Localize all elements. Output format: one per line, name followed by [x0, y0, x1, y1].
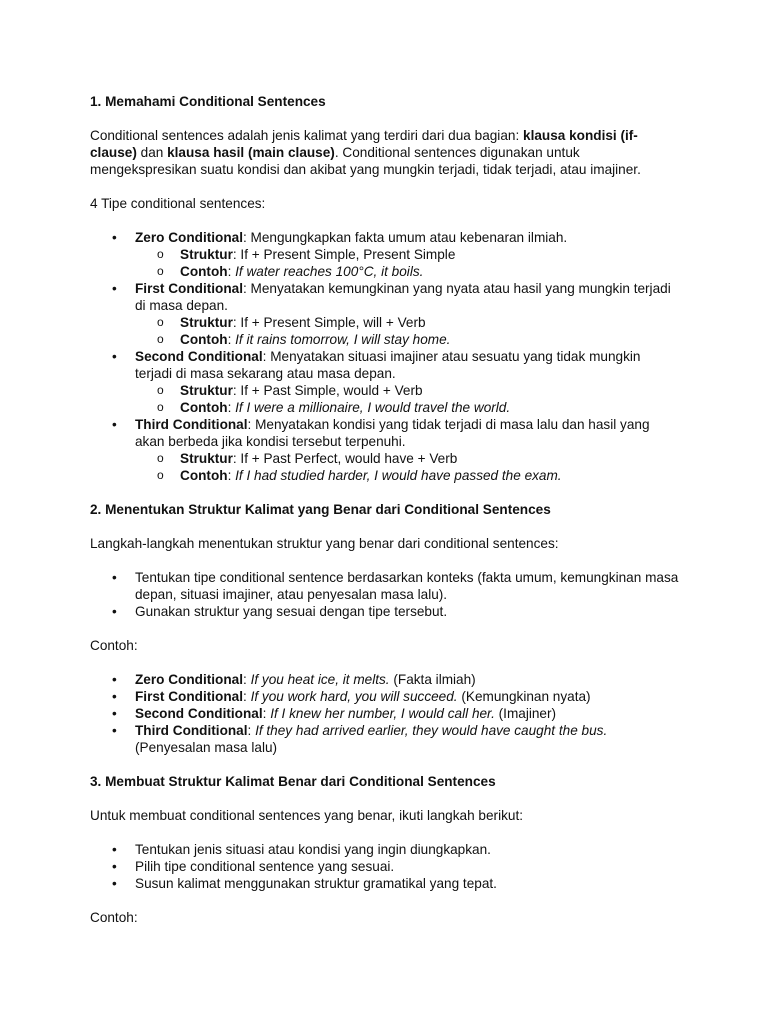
- sub-item-contoh: [135, 331, 680, 348]
- type-description: : Menyatakan situasi imajiner atau sesuatu yang tidak mungkin terjadi di masa sekarang atau masa depan.: [135, 349, 641, 381]
- text-run: . Conditional sentences digunakan untuk mengekspresikan suatu kondisi dan akibat yang mungkin terjadi, tidak terjadi, atau imajiner.: [90, 145, 641, 177]
- sub-list: [135, 450, 680, 484]
- steps-list: [90, 841, 680, 892]
- sub-item-struktur: [135, 382, 680, 399]
- type-name: Zero Conditional: [135, 672, 243, 687]
- section-3-title: 3. Membuat Struktur Kalimat Benar dari Conditional Sentences: [90, 774, 496, 789]
- struktur-value: : If + Present Simple, will + Verb: [232, 315, 426, 330]
- list-item-example: [90, 705, 680, 722]
- document-body: [90, 93, 680, 926]
- sub-list: [135, 246, 680, 280]
- examples-list: [90, 671, 680, 756]
- contoh-label: Contoh: [180, 468, 228, 483]
- list-item: • Susun kalimat menggunakan struktur gramatikal yang tepat.: [90, 875, 680, 892]
- separator: :: [227, 332, 236, 347]
- example-note: (Imajiner): [494, 706, 557, 721]
- type-name: Third Conditional: [135, 417, 248, 432]
- list-item: • Tentukan jenis situasi atau kondisi yang ingin diungkapkan.: [90, 841, 680, 858]
- list-item-second-conditional: [90, 348, 680, 416]
- example-sentence: If you work hard, you will succeed.: [250, 689, 458, 704]
- sub-list: [135, 382, 680, 416]
- bold-term-if-clause: klausa kondisi (if-clause): [90, 128, 638, 160]
- type-name: Zero Conditional: [135, 230, 243, 245]
- struktur-value: : If + Present Simple, Present Simple: [232, 247, 456, 262]
- contoh-value: If water reaches 100°C, it boils.: [235, 264, 424, 279]
- sub-item-struktur: [135, 314, 680, 331]
- types-list: [90, 229, 680, 484]
- example-note: (Penyesalan masa lalu): [135, 740, 278, 755]
- steps-list: [90, 569, 680, 620]
- separator: :: [243, 689, 251, 704]
- section-2-intro: Langkah-langkah menentukan struktur yang benar dari conditional sentences:: [90, 536, 559, 551]
- list-item-example: [90, 688, 680, 705]
- separator: :: [247, 723, 256, 738]
- separator: :: [262, 706, 271, 721]
- separator: :: [227, 264, 236, 279]
- struktur-label: Struktur: [180, 451, 233, 466]
- types-intro: 4 Tipe conditional sentences:: [90, 196, 266, 211]
- example-sentence: If you heat ice, it melts.: [250, 672, 390, 687]
- example-note: (Fakta ilmiah): [389, 672, 476, 687]
- type-description: : Menyatakan kondisi yang tidak terjadi di masa lalu dan hasil yang akan berbeda jika kondisi tersebut terpenuhi.: [135, 417, 650, 449]
- separator: :: [227, 468, 236, 483]
- section-2-title: 2. Menentukan Struktur Kalimat yang Benar dari Conditional Sentences: [90, 502, 551, 517]
- struktur-label: Struktur: [180, 315, 233, 330]
- contoh-label: Contoh: [180, 264, 228, 279]
- section-3-intro: Untuk membuat conditional sentences yang benar, ikuti langkah berikut:: [90, 808, 523, 823]
- sub-item-struktur: [135, 450, 680, 467]
- type-description: : Mengungkapkan fakta umum atau kebenaran ilmiah.: [243, 230, 568, 245]
- struktur-value: : If + Past Simple, would + Verb: [232, 383, 423, 398]
- contoh-heading: Contoh:: [90, 910, 138, 925]
- type-name: First Conditional: [135, 281, 243, 296]
- section-1-paragraph: [90, 127, 680, 178]
- struktur-label: Struktur: [180, 383, 233, 398]
- list-item-third-conditional: [90, 416, 680, 484]
- contoh-value: If it rains tomorrow, I will stay home.: [235, 332, 451, 347]
- list-item-example: [90, 722, 680, 756]
- type-description: : Menyatakan kemungkinan yang nyata atau hasil yang mungkin terjadi di masa depan.: [135, 281, 671, 313]
- struktur-label: Struktur: [180, 247, 233, 262]
- list-item-zero-conditional: [90, 229, 680, 280]
- bold-term-main-clause: klausa hasil (main clause): [167, 145, 335, 160]
- sub-item-contoh: [135, 399, 680, 416]
- list-item-example: [90, 671, 680, 688]
- sub-item-contoh: [135, 467, 680, 484]
- type-name: Second Conditional: [135, 349, 263, 364]
- example-sentence: If I knew her number, I would call her.: [270, 706, 495, 721]
- struktur-value: : If + Past Perfect, would have + Verb: [232, 451, 458, 466]
- example-note: (Kemungkinan nyata): [457, 689, 591, 704]
- section-1-title: 1. Memahami Conditional Sentences: [90, 94, 326, 109]
- separator: :: [227, 400, 236, 415]
- text-run: dan: [136, 145, 168, 160]
- contoh-label: Contoh: [180, 400, 228, 415]
- text-run: Conditional sentences adalah jenis kalimat yang terdiri dari dua bagian:: [90, 128, 524, 143]
- example-sentence: If they had arrived earlier, they would have caught the bus.: [255, 723, 608, 738]
- separator: :: [243, 672, 251, 687]
- list-item: • Pilih tipe conditional sentence yang sesuai.: [90, 858, 680, 875]
- sub-item-contoh: [135, 263, 680, 280]
- contoh-value: If I had studied harder, I would have passed the exam.: [235, 468, 562, 483]
- list-item-first-conditional: [90, 280, 680, 348]
- list-item: • Tentukan tipe conditional sentence berdasarkan konteks (fakta umum, kemungkinan masa depan, situasi imajiner, atau penyesalan masa lalu).: [90, 569, 680, 603]
- list-item: • Gunakan struktur yang sesuai dengan tipe tersebut.: [90, 603, 680, 620]
- sub-item-struktur: [135, 246, 680, 263]
- contoh-value: If I were a millionaire, I would travel the world.: [235, 400, 511, 415]
- sub-list: [135, 314, 680, 348]
- type-name: Third Conditional: [135, 723, 248, 738]
- type-name: First Conditional: [135, 689, 243, 704]
- contoh-heading: Contoh:: [90, 638, 138, 653]
- contoh-label: Contoh: [180, 332, 228, 347]
- type-name: Second Conditional: [135, 706, 263, 721]
